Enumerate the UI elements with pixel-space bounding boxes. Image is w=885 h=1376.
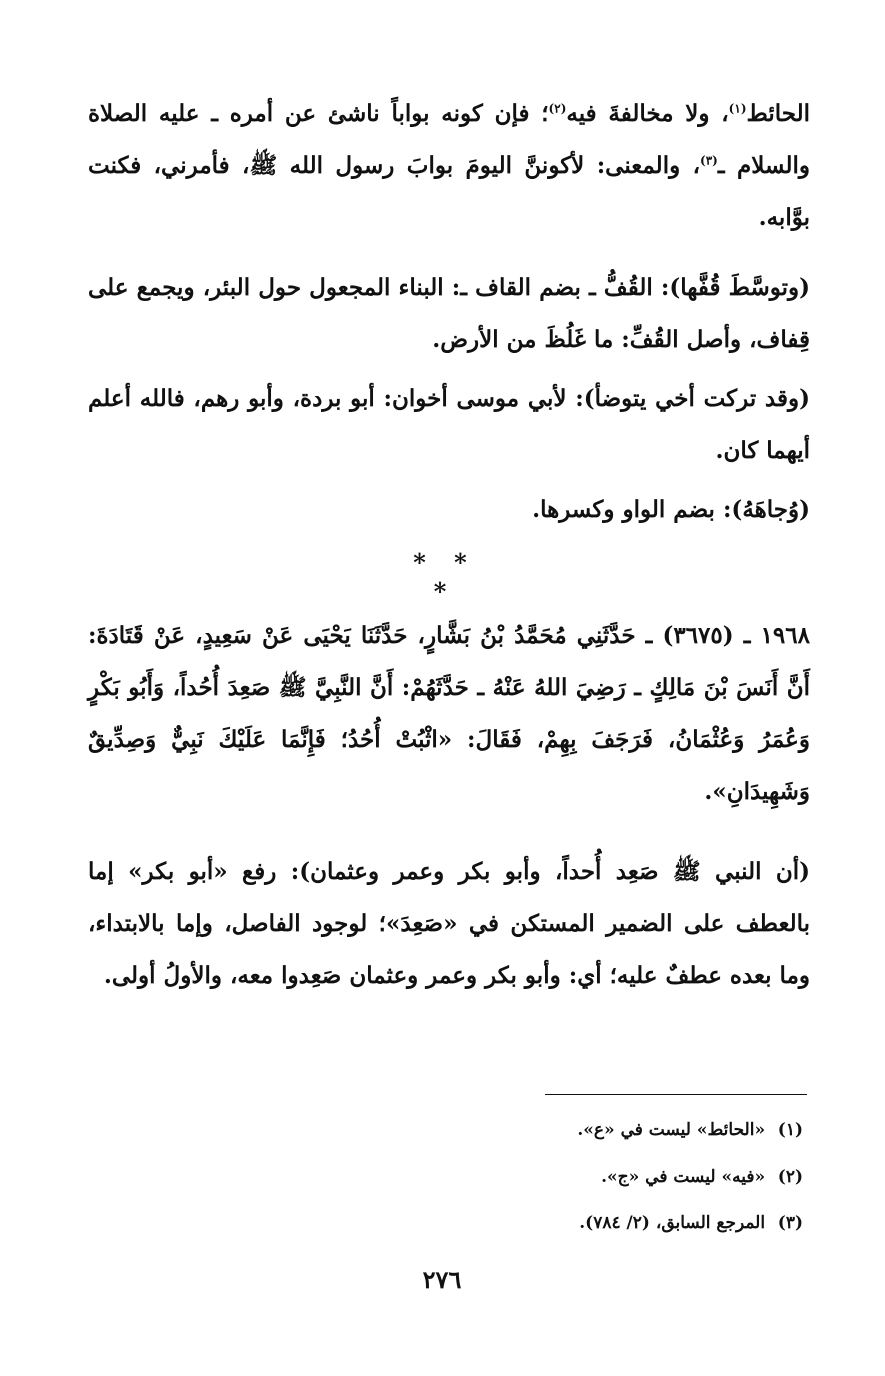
- paragraph-text: ؛ فإن كونه بواباً ناشئ عن أمره ـ عليه الصلاة والسلام ـ: [88, 100, 810, 179]
- footnote-number: (١): [777, 1120, 803, 1140]
- paragraph-text: ، والمعنى: لأكوننَّ اليومَ بوابَ رسول الله ﷺ، فأمرني، فكنت بوَّابه.: [88, 152, 810, 231]
- footnote-ref-2: (٢): [548, 101, 567, 116]
- commentary-paragraph-gatekeeper: [88, 88, 810, 244]
- footnote-ref-3: (٣): [700, 153, 718, 168]
- paragraph-text: ، ولا مخالفةَ فيه: [566, 100, 729, 127]
- footnote-text: «الحائط» ليست في «ع».: [577, 1120, 766, 1140]
- footnote-number: (٣): [777, 1213, 803, 1233]
- hadith-text: ١٩٦٨ ـ (٣٦٧٥) ـ حَدَّثَنِي مُحَمَّدُ بْنُ بَشَّارٍ، حَدَّثَنَا يَحْيَى عَنْ سَعِيدٍ، عَنْ قَتَادَةَ: أَنَّ أَنَسَ بْنَ مَالِكٍ ـ رَضِيَ اللهُ عَنْهُ ـ حَدَّثَهُمْ: أَنَّ النَّبِيَّ ﷺ صَعِدَ أُحُداً، وَأَبُو بَكْرٍ وَعُمَرُ وَعُثْمَانُ، فَرَجَفَ بِهِمْ، فَقَالَ: «اثْبُتْ أُحُدُ؛ فَإِنَّمَا عَلَيْكَ نَبِيٌّ وَصِدِّيقٌ وَشَهِيدَانِ».: [88, 622, 810, 805]
- page-number: ٢٧٦: [422, 1265, 462, 1294]
- footnote-3: [303, 1208, 803, 1238]
- section-separator: * * *: [413, 548, 477, 606]
- commentary-paragraph-wujahahu: (وُجاهَهُ): بضم الواو وكسرها.: [532, 496, 810, 523]
- footnote-number: (٢): [777, 1167, 803, 1187]
- footnote-divider: [545, 1094, 807, 1095]
- paragraph-text: الحائط: [746, 100, 810, 127]
- commentary-paragraph-brothers: (وقد تركت أخي يتوضأ): لأبي موسى أخوان: أبو بردة، وأبو رهم، فالله أعلم أيهما كان.: [88, 385, 810, 464]
- footnote-text: «فيه» ليست في «ج».: [601, 1167, 766, 1187]
- footnote-text: المرجع السابق، (٢/ ٧٨٤).: [579, 1213, 766, 1233]
- footnote-1: [303, 1115, 803, 1145]
- footnote-2: [303, 1162, 803, 1192]
- footnote-ref-1: (١): [728, 101, 747, 116]
- commentary-paragraph-quff: (وتوسَّطَ قُفَّها): القُفُّ ـ بضم القاف ـ: البناء المجعول حول البئر، ويجمع على قِفاف، وأصل القُفِّ: ما غَلُظَ من الأرض.: [88, 274, 810, 353]
- commentary-paragraph-uhud: (أن النبي ﷺ صَعِد أُحداً، وأبو بكر وعمر وعثمان): رفع «أبو بكر» إما بالعطف على الضمير المستكن في «صَعِدَ»؛ لوجود الفاصل، وإما بالابتداء، وما بعده عطفٌ عليه؛ أي: وأبو بكر وعمر وعثمان صَعِدوا معه، والأولُ أولى.: [88, 858, 810, 989]
